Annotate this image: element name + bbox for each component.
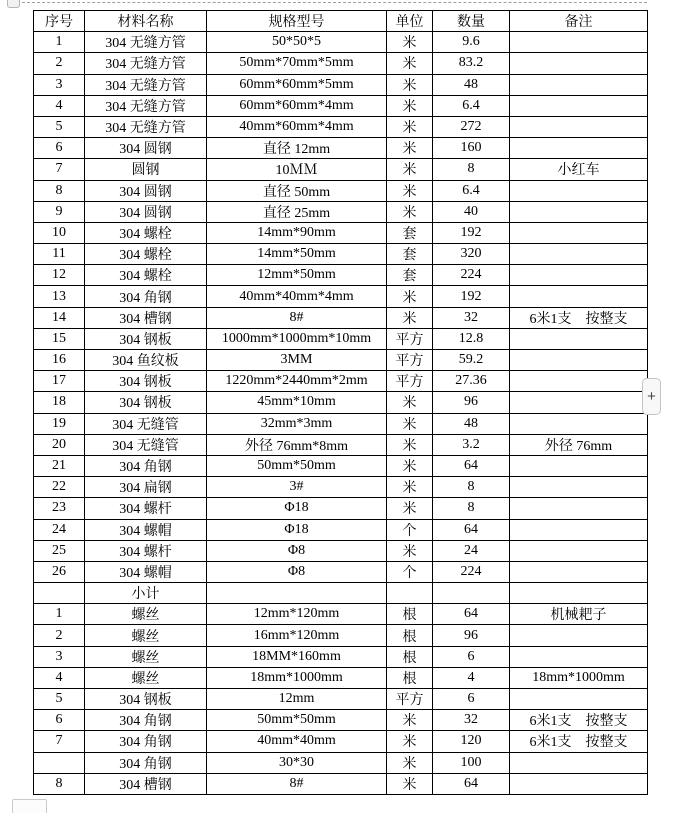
- cell[interactable]: [510, 625, 648, 646]
- cell[interactable]: 米: [387, 413, 433, 434]
- cell[interactable]: [510, 74, 648, 95]
- cell[interactable]: [510, 222, 648, 243]
- cell[interactable]: [510, 392, 648, 413]
- cell[interactable]: 304 角钢: [85, 710, 207, 731]
- cell[interactable]: [510, 180, 648, 201]
- cell[interactable]: 米: [387, 540, 433, 561]
- cell[interactable]: [510, 32, 648, 53]
- cell[interactable]: 8: [433, 477, 510, 498]
- cell[interactable]: 套: [387, 244, 433, 265]
- table-row: [34, 74, 648, 95]
- cell[interactable]: 3: [34, 646, 85, 667]
- cell[interactable]: 26: [34, 561, 85, 582]
- table-row: [34, 413, 648, 434]
- cell[interactable]: 2: [34, 53, 85, 74]
- cell[interactable]: [387, 583, 433, 604]
- cell[interactable]: 14: [34, 307, 85, 328]
- cell[interactable]: 192: [433, 286, 510, 307]
- table-row: [34, 180, 648, 201]
- table-body: [34, 32, 648, 795]
- cell[interactable]: 8#: [207, 773, 387, 794]
- table-row: [34, 307, 648, 328]
- cell[interactable]: 64: [433, 604, 510, 625]
- cell[interactable]: 1000mm*1000mm*10mm: [207, 328, 387, 349]
- cell[interactable]: 螺丝: [85, 625, 207, 646]
- cell[interactable]: 根: [387, 667, 433, 688]
- cell[interactable]: 304 槽钢: [85, 307, 207, 328]
- cell[interactable]: 64: [433, 773, 510, 794]
- cell[interactable]: 外径 76mm*8mm: [207, 434, 387, 455]
- cell[interactable]: 304 无缝管: [85, 434, 207, 455]
- cell[interactable]: 螺丝: [85, 667, 207, 688]
- cell[interactable]: 21: [34, 455, 85, 476]
- cell[interactable]: [510, 244, 648, 265]
- cell[interactable]: 304 螺杆: [85, 498, 207, 519]
- cell[interactable]: 6: [433, 646, 510, 667]
- cell[interactable]: 圆钢: [85, 159, 207, 180]
- cell[interactable]: 直径 25mm: [207, 201, 387, 222]
- cell[interactable]: 304 无缝方管: [85, 116, 207, 137]
- table-row: [34, 752, 648, 773]
- table-row: [34, 689, 648, 710]
- cell[interactable]: 7: [34, 159, 85, 180]
- print-area-dashed-line: [22, 2, 647, 3]
- cell[interactable]: 304 角钢: [85, 731, 207, 752]
- cell[interactable]: 外径 76mm: [510, 434, 648, 455]
- cell[interactable]: [510, 350, 648, 371]
- cell[interactable]: 23: [34, 498, 85, 519]
- cell[interactable]: 60mm*60mm*5mm: [207, 74, 387, 95]
- cell[interactable]: 小红车: [510, 159, 648, 180]
- cell[interactable]: 18MM*160mm: [207, 646, 387, 667]
- cell[interactable]: 11: [34, 244, 85, 265]
- table-row: [34, 222, 648, 243]
- cell[interactable]: [510, 138, 648, 159]
- cell[interactable]: 6米1支 按整支: [510, 307, 648, 328]
- cell[interactable]: 螺丝: [85, 604, 207, 625]
- cell[interactable]: 米: [387, 138, 433, 159]
- cell[interactable]: 5: [34, 689, 85, 710]
- cell[interactable]: 304 角钢: [85, 752, 207, 773]
- cell[interactable]: 平方: [387, 350, 433, 371]
- cell[interactable]: 304 无缝方管: [85, 74, 207, 95]
- table-row: [34, 773, 648, 794]
- cell[interactable]: 1: [34, 604, 85, 625]
- cell[interactable]: 6: [34, 710, 85, 731]
- cell[interactable]: 6: [433, 689, 510, 710]
- cell[interactable]: 根: [387, 625, 433, 646]
- cell[interactable]: 40: [433, 201, 510, 222]
- cell[interactable]: 50mm*50mm: [207, 710, 387, 731]
- column-header[interactable]: 备注: [510, 11, 648, 32]
- cell[interactable]: 304 螺栓: [85, 222, 207, 243]
- table-row: [34, 477, 648, 498]
- cell[interactable]: 8: [34, 773, 85, 794]
- cell[interactable]: [510, 498, 648, 519]
- cell[interactable]: 18mm*1000mm: [510, 667, 648, 688]
- table-row: [34, 201, 648, 222]
- table-row: [34, 244, 648, 265]
- cell[interactable]: [510, 371, 648, 392]
- column-header[interactable]: 序号: [34, 11, 85, 32]
- cell[interactable]: [510, 540, 648, 561]
- cell[interactable]: 4: [34, 95, 85, 116]
- cell[interactable]: 304 螺帽: [85, 561, 207, 582]
- cell[interactable]: [510, 413, 648, 434]
- cell[interactable]: 套: [387, 222, 433, 243]
- cell[interactable]: 12mm*50mm: [207, 265, 387, 286]
- cell[interactable]: 20: [34, 434, 85, 455]
- cell[interactable]: 根: [387, 604, 433, 625]
- cell[interactable]: [510, 116, 648, 137]
- table-row: [34, 625, 648, 646]
- cell[interactable]: 2: [34, 625, 85, 646]
- cell[interactable]: 272: [433, 116, 510, 137]
- add-column-button[interactable]: [642, 378, 661, 415]
- table-row: [34, 710, 648, 731]
- table-header-row: [34, 11, 648, 32]
- cell[interactable]: 48: [433, 413, 510, 434]
- cell[interactable]: 304 角钢: [85, 286, 207, 307]
- cell[interactable]: [510, 53, 648, 74]
- cell[interactable]: [510, 646, 648, 667]
- cell[interactable]: 12.8: [433, 328, 510, 349]
- cell[interactable]: [510, 286, 648, 307]
- cell[interactable]: 100: [433, 752, 510, 773]
- cell[interactable]: 5: [34, 116, 85, 137]
- cell[interactable]: 米: [387, 32, 433, 53]
- cell[interactable]: 96: [433, 392, 510, 413]
- cell[interactable]: 小计: [85, 583, 207, 604]
- table-row: [34, 498, 648, 519]
- cell[interactable]: 40mm*40mm*4mm: [207, 286, 387, 307]
- cell[interactable]: 304 圆钢: [85, 138, 207, 159]
- cell[interactable]: 304 螺栓: [85, 244, 207, 265]
- table-row: [34, 286, 648, 307]
- cell[interactable]: 224: [433, 265, 510, 286]
- cell[interactable]: [34, 752, 85, 773]
- cell[interactable]: 个: [387, 519, 433, 540]
- table-row: [34, 540, 648, 561]
- cell[interactable]: 10ＭＭ: [207, 159, 387, 180]
- cell[interactable]: [207, 583, 387, 604]
- cell[interactable]: 224: [433, 561, 510, 582]
- column-header[interactable]: 数量: [433, 11, 510, 32]
- cell[interactable]: 50*50*5: [207, 32, 387, 53]
- table-row: [34, 455, 648, 476]
- cell[interactable]: 1: [34, 32, 85, 53]
- cell[interactable]: 10: [34, 222, 85, 243]
- cell[interactable]: 15: [34, 328, 85, 349]
- cell[interactable]: 米: [387, 116, 433, 137]
- cell[interactable]: [510, 561, 648, 582]
- table-row: [34, 53, 648, 74]
- cell[interactable]: Φ8: [207, 561, 387, 582]
- table-row: [34, 371, 648, 392]
- cell[interactable]: Φ18: [207, 519, 387, 540]
- cell[interactable]: 320: [433, 244, 510, 265]
- cell[interactable]: [510, 583, 648, 604]
- cell[interactable]: 米: [387, 286, 433, 307]
- cell[interactable]: 25: [34, 540, 85, 561]
- cell[interactable]: 32: [433, 710, 510, 731]
- cell[interactable]: 24: [433, 540, 510, 561]
- cell[interactable]: [510, 328, 648, 349]
- table-row: [34, 583, 648, 604]
- cell[interactable]: 22: [34, 477, 85, 498]
- cell[interactable]: 60mm*60mm*4mm: [207, 95, 387, 116]
- cell[interactable]: 米: [387, 477, 433, 498]
- cell[interactable]: 米: [387, 392, 433, 413]
- cell[interactable]: 3: [34, 74, 85, 95]
- cell[interactable]: 40mm*40mm: [207, 731, 387, 752]
- table-row: [34, 519, 648, 540]
- cell[interactable]: 4: [34, 667, 85, 688]
- cell[interactable]: 50mm*70mm*5mm: [207, 53, 387, 74]
- table-row: [34, 116, 648, 137]
- table-row: [34, 434, 648, 455]
- cell[interactable]: 米: [387, 201, 433, 222]
- table-row: [34, 328, 648, 349]
- cell[interactable]: 6米1支 按整支: [510, 731, 648, 752]
- cell[interactable]: 304 扁钢: [85, 477, 207, 498]
- table-row: [34, 604, 648, 625]
- cell[interactable]: 304 鱼纹板: [85, 350, 207, 371]
- cell[interactable]: 304 无缝方管: [85, 32, 207, 53]
- cell[interactable]: 螺丝: [85, 646, 207, 667]
- cell[interactable]: 米: [387, 159, 433, 180]
- cell[interactable]: 59.2: [433, 350, 510, 371]
- cell[interactable]: 米: [387, 455, 433, 476]
- cell[interactable]: 18mm*1000mm: [207, 667, 387, 688]
- cell[interactable]: 48: [433, 74, 510, 95]
- cell[interactable]: 平方: [387, 328, 433, 349]
- cell[interactable]: 6: [34, 138, 85, 159]
- cell[interactable]: 304 螺杆: [85, 540, 207, 561]
- table-row: [34, 138, 648, 159]
- cell[interactable]: 16mm*120mm: [207, 625, 387, 646]
- cell[interactable]: 12: [34, 265, 85, 286]
- cell[interactable]: 7: [34, 731, 85, 752]
- table-row: [34, 646, 648, 667]
- cell[interactable]: 米: [387, 752, 433, 773]
- cell[interactable]: 40mm*60mm*4mm: [207, 116, 387, 137]
- cell[interactable]: 304 无缝管: [85, 413, 207, 434]
- cell[interactable]: 17: [34, 371, 85, 392]
- cell[interactable]: 304 角钢: [85, 455, 207, 476]
- cell[interactable]: 3.2: [433, 434, 510, 455]
- cell[interactable]: 304 螺帽: [85, 519, 207, 540]
- cell[interactable]: 83.2: [433, 53, 510, 74]
- cell[interactable]: [510, 519, 648, 540]
- cell[interactable]: 45mm*10mm: [207, 392, 387, 413]
- cell[interactable]: 6.4: [433, 180, 510, 201]
- cell[interactable]: 304 钢板: [85, 371, 207, 392]
- column-header[interactable]: 规格型号: [207, 11, 387, 32]
- cell[interactable]: 50mm*50mm: [207, 455, 387, 476]
- cell[interactable]: 米: [387, 773, 433, 794]
- cell[interactable]: 192: [433, 222, 510, 243]
- cell[interactable]: 平方: [387, 689, 433, 710]
- cell[interactable]: 19: [34, 413, 85, 434]
- table-row: [34, 667, 648, 688]
- column-header[interactable]: 单位: [387, 11, 433, 32]
- table-row: [34, 392, 648, 413]
- cell[interactable]: 304 螺栓: [85, 265, 207, 286]
- cell[interactable]: [510, 477, 648, 498]
- cell[interactable]: 160: [433, 138, 510, 159]
- cell[interactable]: 3MM: [207, 350, 387, 371]
- cell[interactable]: [34, 583, 85, 604]
- cell[interactable]: 24: [34, 519, 85, 540]
- table-row: [34, 731, 648, 752]
- cell[interactable]: [433, 583, 510, 604]
- table-row: [34, 32, 648, 53]
- cell[interactable]: 304 钢板: [85, 392, 207, 413]
- cell[interactable]: 米: [387, 731, 433, 752]
- cell[interactable]: 27.36: [433, 371, 510, 392]
- table-row: [34, 159, 648, 180]
- cell[interactable]: 9: [34, 201, 85, 222]
- cell[interactable]: 机械耙子: [510, 604, 648, 625]
- plus-icon: +: [647, 388, 656, 405]
- cell[interactable]: [510, 773, 648, 794]
- table-row: [34, 95, 648, 116]
- cell[interactable]: 米: [387, 307, 433, 328]
- cell[interactable]: 304 钢板: [85, 689, 207, 710]
- cell[interactable]: [510, 752, 648, 773]
- table-row: [34, 265, 648, 286]
- cell[interactable]: 1220mm*2440mm*2mm: [207, 371, 387, 392]
- cell[interactable]: 8: [433, 498, 510, 519]
- cell[interactable]: 12mm: [207, 689, 387, 710]
- cell[interactable]: 13: [34, 286, 85, 307]
- cell[interactable]: 米: [387, 498, 433, 519]
- cell[interactable]: 直径 12mm: [207, 138, 387, 159]
- cell[interactable]: 14mm*50mm: [207, 244, 387, 265]
- cell[interactable]: 米: [387, 710, 433, 731]
- cell[interactable]: 64: [433, 519, 510, 540]
- cell[interactable]: 304 圆钢: [85, 180, 207, 201]
- cell[interactable]: 4: [433, 667, 510, 688]
- cell[interactable]: 96: [433, 625, 510, 646]
- cell[interactable]: 米: [387, 74, 433, 95]
- table-row-header: [34, 11, 648, 32]
- cell[interactable]: [510, 95, 648, 116]
- cell[interactable]: 6米1支 按整支: [510, 710, 648, 731]
- cell[interactable]: [510, 265, 648, 286]
- cell[interactable]: 米: [387, 180, 433, 201]
- cell[interactable]: 8#: [207, 307, 387, 328]
- cell[interactable]: 8: [433, 159, 510, 180]
- cell[interactable]: 9.6: [433, 32, 510, 53]
- cell[interactable]: 304 无缝方管: [85, 53, 207, 74]
- table-row: [34, 561, 648, 582]
- cell[interactable]: 米: [387, 434, 433, 455]
- cell[interactable]: [510, 689, 648, 710]
- table-row: [34, 350, 648, 371]
- cell[interactable]: 套: [387, 265, 433, 286]
- cell[interactable]: Φ8: [207, 540, 387, 561]
- materials-table: [33, 10, 648, 795]
- cell[interactable]: 120: [433, 731, 510, 752]
- cell[interactable]: 64: [433, 455, 510, 476]
- cell[interactable]: 14mm*90mm: [207, 222, 387, 243]
- cell[interactable]: 8: [34, 180, 85, 201]
- cell[interactable]: 个: [387, 561, 433, 582]
- cell[interactable]: 304 无缝方管: [85, 95, 207, 116]
- cell[interactable]: 16: [34, 350, 85, 371]
- cell[interactable]: 12mm*120mm: [207, 604, 387, 625]
- cell[interactable]: 18: [34, 392, 85, 413]
- cell[interactable]: 根: [387, 646, 433, 667]
- cell[interactable]: 6.4: [433, 95, 510, 116]
- cell[interactable]: 30*30: [207, 752, 387, 773]
- cell[interactable]: [510, 201, 648, 222]
- column-header[interactable]: 材料名称: [85, 11, 207, 32]
- cell[interactable]: 平方: [387, 371, 433, 392]
- cell[interactable]: 32mm*3mm: [207, 413, 387, 434]
- cell[interactable]: 32: [433, 307, 510, 328]
- cell[interactable]: 米: [387, 95, 433, 116]
- cell[interactable]: 米: [387, 53, 433, 74]
- cell[interactable]: 304 圆钢: [85, 201, 207, 222]
- cell[interactable]: Φ18: [207, 498, 387, 519]
- cell[interactable]: 304 槽钢: [85, 773, 207, 794]
- floating-add-button-bottom[interactable]: [12, 799, 47, 813]
- cell[interactable]: 3#: [207, 477, 387, 498]
- cell[interactable]: 直径 50mm: [207, 180, 387, 201]
- cell[interactable]: [510, 455, 648, 476]
- cell[interactable]: 304 钢板: [85, 328, 207, 349]
- floating-add-button-top[interactable]: [7, 0, 20, 8]
